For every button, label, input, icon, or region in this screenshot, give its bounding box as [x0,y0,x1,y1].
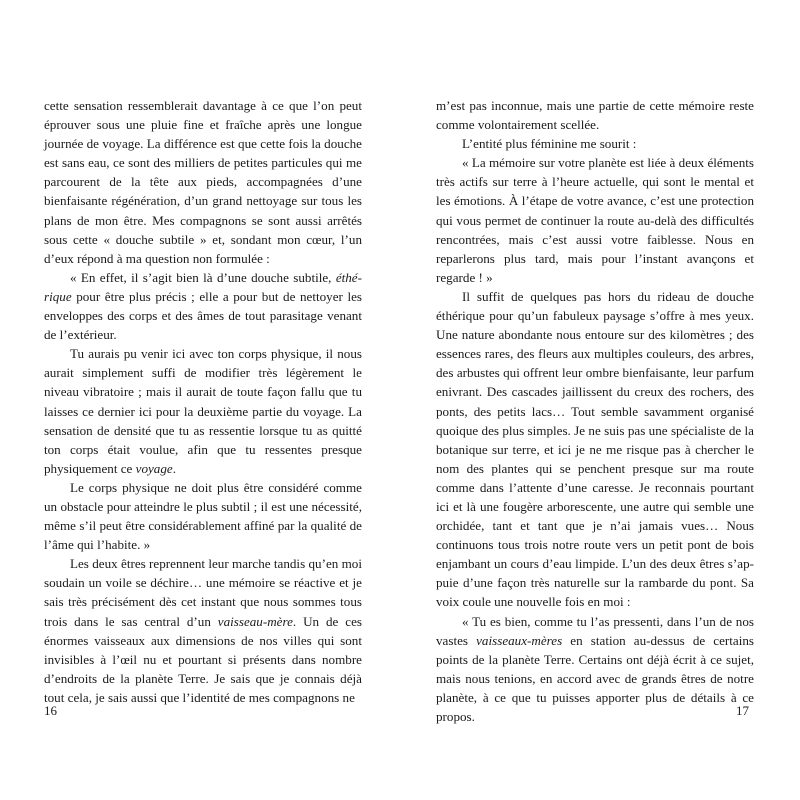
italic-text: vaisseau-mère [217,613,293,629]
italic-text: vaisseaux-mères [476,632,563,648]
text-run: pour être plus précis ; elle a pour but de nettoyer les enveloppes des corps et des âmes de tout parasitage venant de l’extérieur. [44,288,362,343]
paragraph [436,153,754,287]
text-run: « Tu es bien, comme tu l’as pressenti, dans l’un de nos vastes [436,613,754,648]
text-run: en station au-dessus de certains points de la planète Terre. Certains ont déjà écrit à ce sujet, mais nous tenions, en accord avec de grands êtres de notre planète, à ce que tu puisses apporter plus de détails à ce propos. [436,632,755,724]
right-page [436,96,754,726]
paragraph [44,96,362,268]
paragraph [44,478,362,554]
paragraph [44,268,362,344]
italic-text: voyage [135,460,173,476]
right-page-number: 17 [736,703,749,718]
paragraph [44,344,362,478]
text-run: Il suffit de quelques pas hors du rideau de douche éthérique pour qu’un fabuleux paysage s’offre à mes yeux. Une nature abondante nous entoure sur des kilomètres ; des essences rares, des fleurs aux multiples couleurs, des arbres, des arbustes qui offrent leur ombre bienfaisante, leur parfum enivrant. Des cascades jaillissent du creux des rochers, des ponts, des petits lacs… Tout semble savamment organisé quoique des plus simples. Je ne suis pas une spécialiste de la botanique sur terre, et ici je ne me risque pas à chercher le nom des plantes qui se penchent presque sur ma route comme dans l’attente d’une caresse. Je reconnais pourtant ici et là une fougère arborescente, une autre qui semble une orchidée, tant et tant que je n’ai jamais vues… Nous continuons tous trois notre route vers un petit pont de bois enjambant un cours d’eau limpide. L’un des deux êtres s’appuie d’une façon très naturelle sur la rambarde du pont. Sa voix coule une nouvelle fois en moi : [436,288,754,610]
left-page [44,96,362,707]
left-page-number: 16 [44,703,57,718]
paragraph [44,554,362,707]
text-run: Les deux êtres reprennent leur marche tandis qu’en moi soudain un voile se déchire… une mémoire se réactive et je sais très précisément dès cet instant que nous sommes tous trois dans le sas central d’un [44,556,362,629]
italic-text: éthérique [44,269,362,304]
text-run: « En effet, il s’agit bien là d’une douche subtile, [70,269,336,285]
text-run: m’est pas inconnue, mais une partie de cette mémoire reste comme volontairement scellée. [436,98,754,133]
paragraph [436,96,754,134]
right-page-text [436,96,754,726]
paragraph [436,287,754,612]
paragraph [436,612,754,727]
text-run: . [172,460,176,476]
text-run: cette sensation ressemblerait davantage à ce que l’on peut éprouver sous une pluie fine et fraîche après une longue journée de voyage. La différence est que cette fois la douche est sans eau, ce sont des milliers de petites particules qui me parcourent de la tête aux pieds, accompagnées d’une bienfaisante régénération, d’un grand nettoyage sur tous les plans de mon être. Mes compagnons se sont aussi arrêtés sous cette « douche subtile » et, sondant mon cœur, l’un d’eux répond à ma question non formulée : [44,98,362,266]
text-run: « La mémoire sur votre planète est liée à deux éléments très actifs sur terre à l’heure actuelle, qui sont le mental et les émotions. À l’étape de votre avance, c’est une protection qui vous permet de continuer la route au-delà des difficultés rencontrées, mais c’est aussi votre faiblesse. Nous en reparlerons plus tard, mais pour l’instant avançons et regarde ! » [436,155,754,285]
text-run: Le corps physique ne doit plus être considéré comme un obstacle pour atteindre le plus subtil ; il est une nécessité, même s’il peut être considérablement affiné par la qualité de l’âme qui l’habite. » [44,479,362,553]
paragraph [436,134,754,153]
left-page-text [44,96,362,707]
text-run: Tu aurais pu venir ici avec ton corps physique, il nous aurait simplement suffi de modifier très légèrement le niveau vibratoire ; mais il aurait de toute façon fallu que tu laisses ce dernier ici pour la deuxième partie du voyage. La sensation de densité que tu as ressentie lorsque tu as quitté ton corps était voulue, afin que tu ressentes presque physiquement ce [44,346,362,476]
text-run: . Un de ces énormes vaisseaux aux dimensions de nos villes qui sont invisibles à l’œil nu et pourtant si présents dans nombre d’endroits de la planète Terre. Je sais que je connais déjà tout cela, je sais aussi que l’identité de mes compagnons ne [44,613,362,705]
text-run: L’entité plus féminine me sourit : [462,136,637,152]
